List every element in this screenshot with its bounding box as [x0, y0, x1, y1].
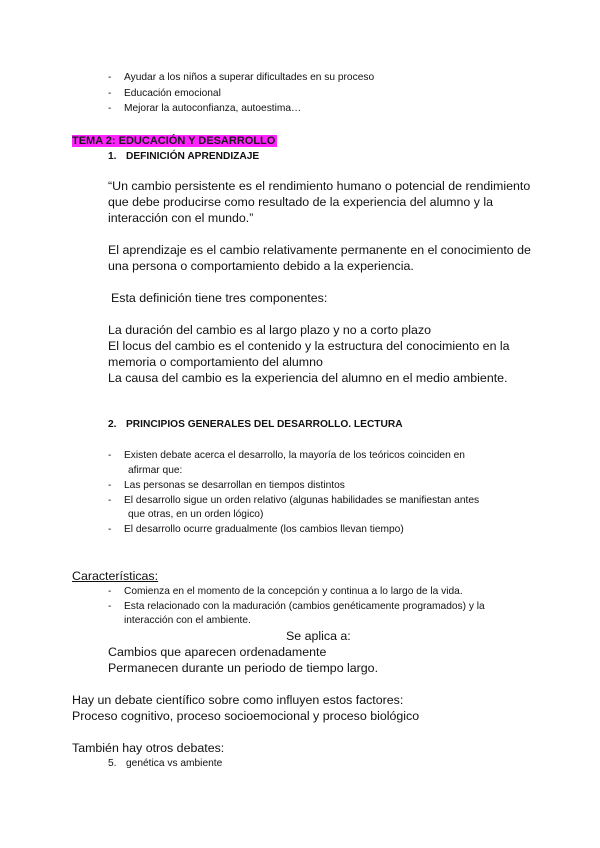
list-dash: -	[108, 601, 112, 612]
paragraph-line: El locus del cambio es el contenido y la estructura del conocimiento en la	[108, 339, 510, 353]
list-dash: -	[108, 586, 112, 597]
section2-number: 2.	[108, 419, 117, 430]
paragraph-line: Esta definición tiene tres componentes:	[111, 291, 328, 305]
list-item: Mejorar la autoconfianza, autoestima…	[124, 103, 302, 114]
section1-title: DEFINICIÓN APRENDIZAJE	[126, 151, 260, 162]
section2-title: PRINCIPIOS GENERALES DEL DESARROLLO. LECTURA	[126, 419, 403, 430]
list-item: El desarrollo sigue un orden relativo (algunas habilidades se manifiestan antes	[124, 495, 480, 506]
paragraph-line: La causa del cambio es la experiencia del alumno en el medio ambiente.	[108, 371, 508, 385]
list-dash: -	[108, 450, 112, 461]
list-dash: -	[108, 495, 112, 506]
list-item: Educación emocional	[124, 88, 221, 99]
list-dash: -	[108, 72, 112, 83]
paragraph-line: Cambios que aparecen ordenadamente	[108, 645, 327, 659]
paragraph-line: El aprendizaje es el cambio relativamente permanente en el conocimiento de	[108, 243, 531, 257]
otros-item-number: 5.	[108, 758, 117, 769]
list-item: Las personas se desarrollan en tiempos distintos	[124, 480, 345, 491]
list-dash: -	[108, 480, 112, 491]
paragraph-line: La duración del cambio es al largo plazo y no a corto plazo	[108, 323, 432, 337]
paragraph-line: Proceso cognitivo, proceso socioemocional y proceso biológico	[72, 709, 420, 723]
tema-title: TEMA 2: EDUCACIÓN Y DESARROLLO	[72, 135, 276, 147]
list-dash: -	[108, 103, 112, 114]
list-item: Comienza en el momento de la concepción y continua a lo largo de la vida.	[124, 586, 463, 597]
otros-heading: También hay otros debates:	[72, 741, 225, 755]
list-dash: -	[108, 524, 112, 535]
quote-line: “Un cambio persistente es el rendimiento humano o potencial de rendimiento	[108, 179, 531, 193]
list-item-continuation: afirmar que:	[128, 465, 183, 476]
quote-line: que debe producirse como resultado de la experiencia del alumno y la	[108, 195, 494, 209]
paragraph-line: memoria o comportamiento del alumno	[108, 355, 323, 369]
caracteristicas-heading: Características:	[72, 569, 159, 583]
list-item: El desarrollo ocurre gradualmente (los cambios llevan tiempo)	[124, 524, 404, 535]
list-item: Existen debate acerca el desarrollo, la mayoría de los teóricos coinciden en	[124, 450, 465, 461]
section1-number: 1.	[108, 151, 117, 162]
se-aplica-label: Se aplica a:	[286, 629, 351, 643]
list-dash: -	[108, 88, 112, 99]
paragraph-line: una persona o comportamiento debido a la experiencia.	[108, 259, 414, 273]
otros-item: genética vs ambiente	[126, 758, 223, 769]
list-item-continuation: interacción con el ambiente.	[124, 615, 251, 626]
paragraph-line: Permanecen durante un periodo de tiempo largo.	[108, 661, 379, 675]
list-item-continuation: que otras, en un orden lógico)	[128, 509, 264, 520]
list-item: Esta relacionado con la maduración (cambios genéticamente programados) y la	[124, 601, 485, 612]
quote-line: interacción con el mundo.”	[108, 211, 254, 225]
paragraph-line: Hay un debate científico sobre como influyen estos factores:	[72, 693, 404, 707]
list-item: Ayudar a los niños a superar dificultades en su proceso	[124, 72, 375, 83]
